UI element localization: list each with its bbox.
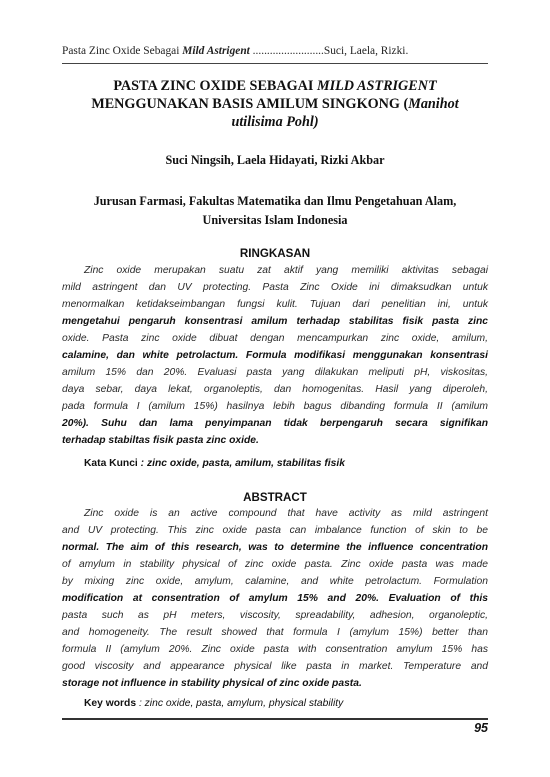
paper-title [62, 77, 488, 131]
affiliation-line1: Jurusan Farmasi, Fakultas Matematika dan Ilmu Pengetahuan Alam, [93, 194, 457, 208]
key-words-label: Key words [84, 698, 137, 709]
key-words-value: : zinc oxide, pasta, amylum, physical stability [136, 698, 344, 709]
ringkasan-line: calamine, dan white petrolactum. Formula modifikasi menggunakan konsentrasi [62, 350, 488, 361]
kata-kunci [84, 458, 345, 469]
abstract-line: by mixing zinc oxide, amylum, calamine, and white petrolactum. Formulation [62, 576, 488, 587]
abstract-line: formula II (amylum 20%. Zinc oxide pasta with consentration amylum 15% has [62, 644, 488, 655]
title-line1: PASTA ZINC OXIDE SEBAGAI [113, 78, 317, 94]
running-head-prefix: Pasta Zinc Oxide Sebagai [62, 45, 183, 57]
abstract-body [62, 505, 488, 692]
ringkasan-line: terhadap stabiltas fisik pasta zinc oxide. [62, 435, 259, 446]
running-head-suffix: .........................Suci, Laela, Rizki. [249, 45, 409, 57]
abstract-line: pasta such as pH meters, viscosity, spreadability, adhesion, organoleptic, [62, 610, 488, 621]
kata-kunci-label: Kata Kunci [84, 458, 138, 469]
ringkasan-line: menormalkan ketidakseimbangan fungsi kulit. Tujuan dari penelitian ini, untuk [62, 299, 488, 310]
header-rule [62, 63, 488, 64]
abstract-line: Zinc oxide is an active compound that have activity as mild astringent [84, 508, 488, 519]
abstract-heading: ABSTRACT [243, 491, 307, 504]
affiliation-line2: Universitas Islam Indonesia [202, 213, 348, 227]
ringkasan-line: 20%). Suhu dan lama penyimpanan tidak berpengaruh secara signifikan [62, 418, 488, 429]
kata-kunci-value: : zinc oxide, pasta, amilum, stabilitas fisik [137, 458, 345, 469]
title-line1-italic: MILD ASTRIGENT [316, 78, 437, 94]
abstract-line: of amylum in stability physical of zinc oxide pasta. Zinc oxide pasta was made [62, 559, 488, 570]
title-line2-italic: Manihot [408, 96, 459, 112]
abstract-line: storage not influence in stability physical of zinc oxide pasta. [62, 678, 362, 689]
key-words [84, 698, 343, 709]
ringkasan-line: mild astringent dan UV protecting. Pasta Zinc Oxide ini dimaksudkan untuk [62, 282, 488, 293]
ringkasan-line: daya sebar, daya lekat, organoleptis, dan homogenitas. Hasil yang diperoleh, [62, 384, 488, 395]
running-head-italic: Mild Astrigent [182, 45, 250, 57]
ringkasan-heading: RINGKASAN [239, 247, 311, 260]
abstract-line: and UV protecting. This zinc oxide pasta can imbalance function of skin to be [62, 525, 488, 536]
ringkasan-body [62, 262, 488, 449]
author-list: Suci Ningsih, Laela Hidayati, Rizki Akbar [165, 153, 385, 167]
running-head [62, 45, 488, 57]
abstract-line: modification at consentration of amylum 15% and 20%. Evaluation of this [62, 593, 488, 604]
title-line2: MENGGUNAKAN BASIS AMILUM SINGKONG ( [91, 96, 409, 112]
footer-rule [62, 718, 488, 720]
title-line3-italic: utilisima Pohl) [231, 114, 319, 130]
ringkasan-line: mengetahui pengaruh konsentrasi amilum terhadap stabilitas fisik pasta zinc [62, 316, 488, 327]
ringkasan-line: amilum 15% dan 20%. Evaluasi pasta yang dilakukan meliputi pH, viskositas, [62, 367, 488, 378]
ringkasan-line: pada formula I (amilum 15%) hasilnya lebih bagus dibanding formula II (amilum [62, 401, 488, 412]
abstract-line: and homogeneity. The result showed that formula I (amylum 15%) better than [62, 627, 488, 638]
abstract-line: good viscosity and appearance physical like pasta in market. Temperature and [62, 661, 488, 672]
ringkasan-line: Zinc oxide merupakan suatu zat aktif yang memiliki aktivitas sebagai [84, 265, 488, 276]
affiliation [62, 192, 488, 230]
ringkasan-line: oxide. Pasta zinc oxide dibuat dengan mencampurkan zinc oxide, amilum, [62, 333, 488, 344]
page-number: 95 [474, 721, 488, 735]
abstract-line: normal. The aim of this research, was to determine the influence concentration [62, 542, 488, 553]
